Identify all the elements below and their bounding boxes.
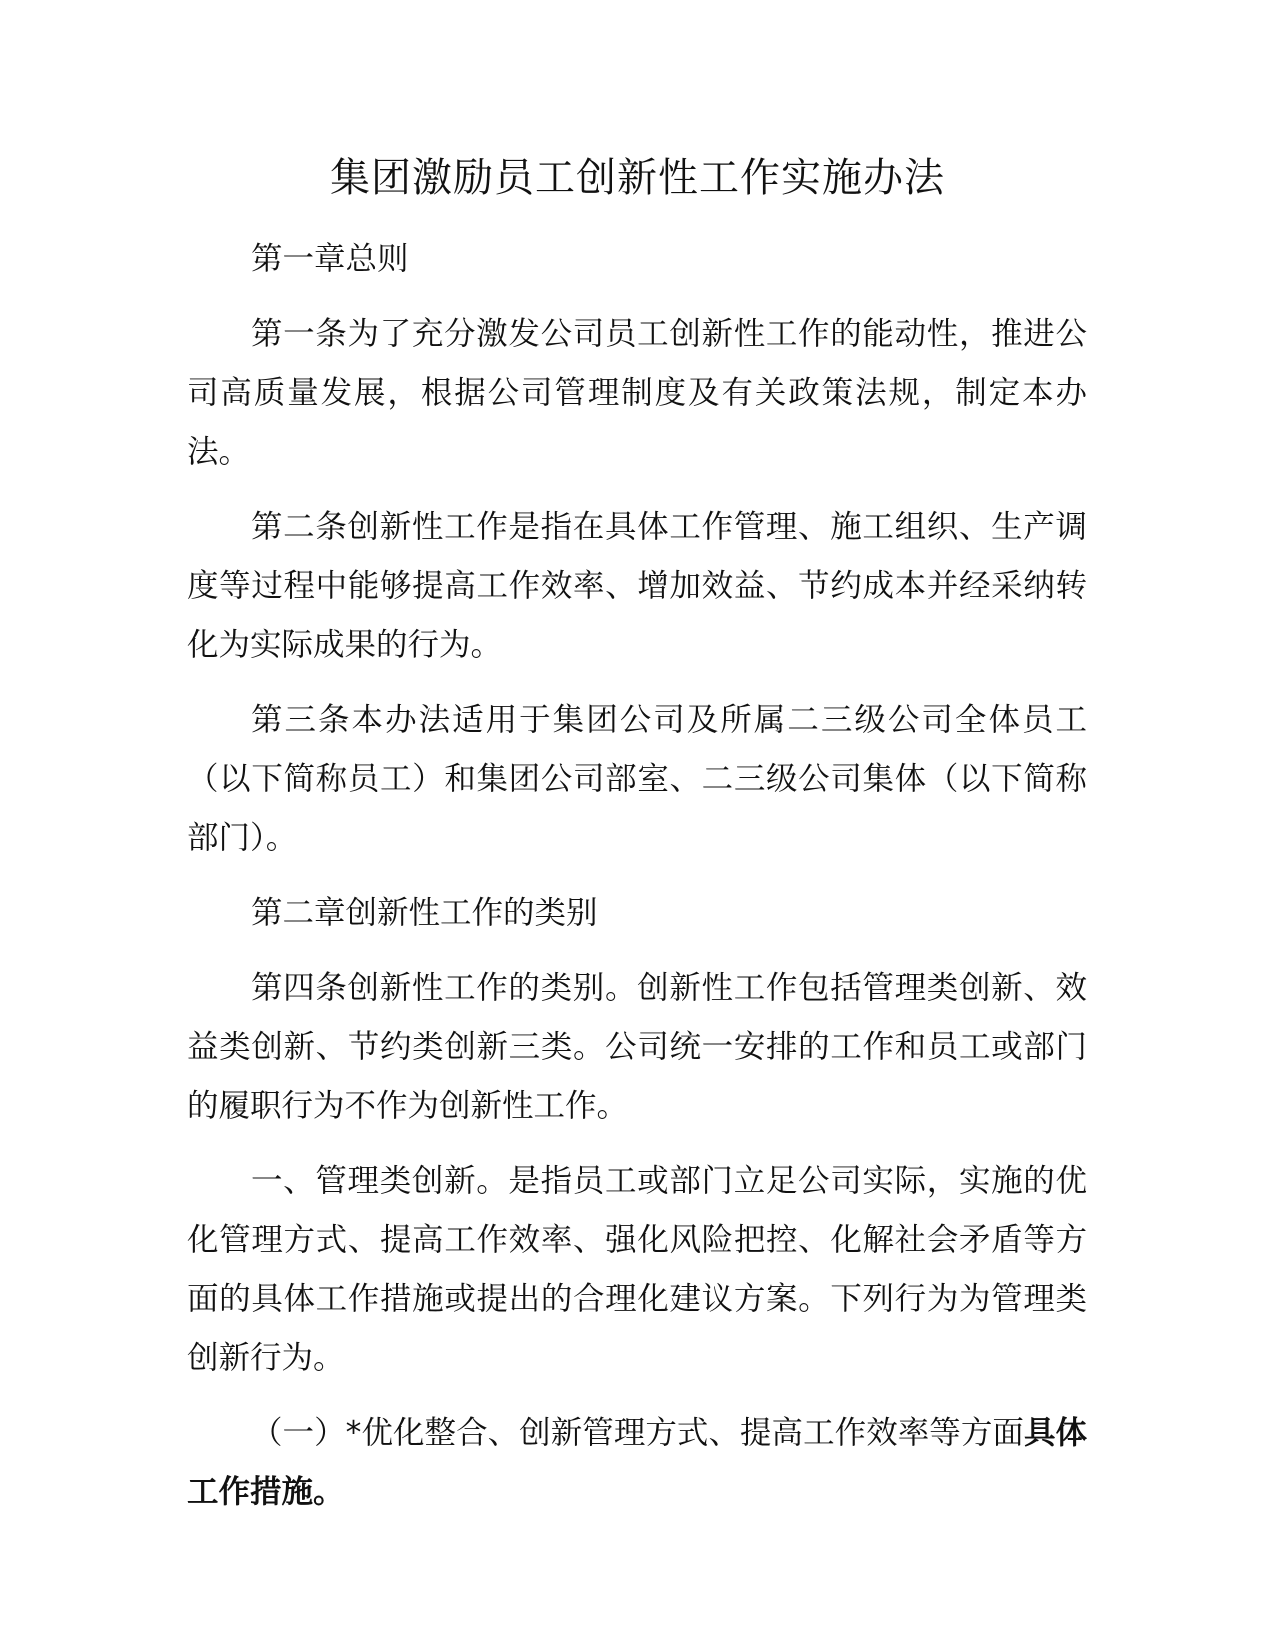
document-title: 集团激励员工创新性工作实施办法 — [330, 155, 945, 201]
article-4: 第四条创新性工作的类别。创新性工作包括管理类创新、效益类创新、节约类创新三类。公司统一安排的工作和员工或部门的履职行为不作为创新性工作。 — [187, 970, 1087, 1124]
item-1-main: （一）*优化整合、创新管理方式、提高工作效率等方面 — [251, 1415, 1024, 1451]
document-body — [187, 230, 1087, 1538]
section-1: 一、管理类创新。是指员工或部门立足公司实际，实施的优化管理方式、提高工作效率、强化风险把控、化解社会矛盾等方面的具体工作措施或提出的合理化建议方案。下列行为为管理类创新行为。 — [187, 1163, 1087, 1376]
item-1 — [187, 1404, 1087, 1522]
chapter-2-heading: 第二章创新性工作的类别 — [251, 895, 598, 931]
article-3: 第三条本办法适用于集团公司及所属二三级公司全体员工（以下简称员工）和集团公司部室、二三级公司集体（以下简称部门）。 — [187, 702, 1087, 856]
article-2: 第二条创新性工作是指在具体工作管理、施工组织、生产调度等过程中能够提高工作效率、增加效益、节约成本并经采纳转化为实际成果的行为。 — [187, 509, 1087, 663]
article-1: 第一条为了充分激发公司员工创新性工作的能动性，推进公司高质量发展，根据公司管理制度及有关政策法规，制定本办法。 — [187, 316, 1087, 470]
item-1-tail: 具体工作措施。 — [187, 1415, 1087, 1510]
chapter-1-heading: 第一章总则 — [251, 241, 409, 277]
